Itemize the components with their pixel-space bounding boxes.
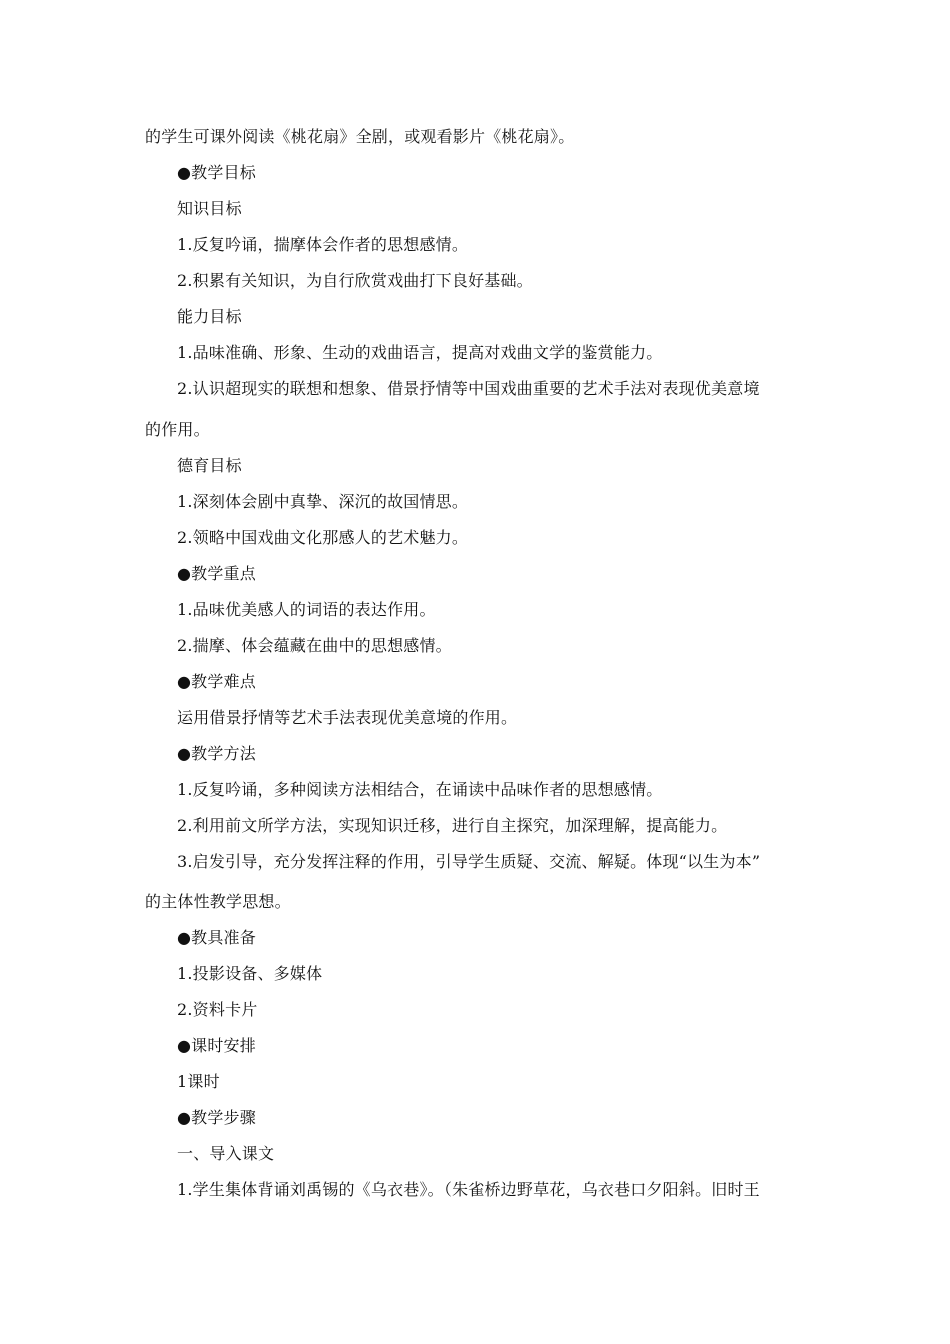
text-line: 1.投影设备、多媒体	[177, 964, 323, 983]
section-heading: ●教学步骤	[177, 1108, 256, 1127]
text-line: 2.揣摩、体会蕴藏在曲中的思想感情。	[177, 636, 452, 655]
text-line: 运用借景抒情等艺术手法表现优美意境的作用。	[177, 708, 518, 727]
text-line: 1.品味优美感人的词语的表达作用。	[177, 600, 436, 619]
text-line: 1.学生集体背诵刘禹锡的《乌衣巷》。（朱雀桥边野草花，乌衣巷口夕阳斜。旧时王	[177, 1180, 760, 1199]
section-heading: ●教学重点	[177, 564, 256, 583]
section-heading: ●教学难点	[177, 672, 256, 691]
section-heading: ●教具准备	[177, 928, 256, 947]
subsection-heading: 知识目标	[177, 199, 242, 218]
text-line: 的作用。	[145, 420, 210, 439]
section-heading: ●教学方法	[177, 744, 256, 763]
section-heading: ●课时安排	[177, 1036, 256, 1055]
text-line: 1.品味准确、形象、生动的戏曲语言，提高对戏曲文学的鉴赏能力。	[177, 343, 663, 362]
text-line: 2.积累有关知识，为自行欣赏戏曲打下良好基础。	[177, 271, 533, 290]
text-line: 2.资料卡片	[177, 1000, 258, 1019]
subsection-heading: 德育目标	[177, 456, 242, 475]
text-line: 1.深刻体会剧中真挚、深沉的故国情思。	[177, 492, 469, 511]
text-line: 2.利用前文所学方法，实现知识迁移，进行自主探究，加深理解，提高能力。	[177, 816, 728, 835]
text-line: 的主体性教学思想。	[145, 892, 291, 911]
text-line: 2.领略中国戏曲文化那感人的艺术魅力。	[177, 528, 469, 547]
subsection-heading: 能力目标	[177, 307, 242, 326]
text-line: 1.反复吟诵，多种阅读方法相结合，在诵读中品味作者的思想感情。	[177, 780, 663, 799]
text-line: 1课时	[177, 1072, 220, 1091]
text-line: 的学生可课外阅读《桃花扇》全剧，或观看影片《桃花扇》。	[145, 127, 575, 146]
text-line: 3.启发引导，充分发挥注释的作用，引导学生质疑、交流、解疑。体现“以生为本”	[177, 852, 761, 871]
text-line: 2.认识超现实的联想和想象、借景抒情等中国戏曲重要的艺术手法对表现优美意境	[177, 379, 760, 398]
section-heading: ●教学目标	[177, 163, 256, 182]
text-line: 1.反复吟诵，揣摩体会作者的思想感情。	[177, 235, 469, 254]
subsection-heading: 一、导入课文	[177, 1144, 275, 1163]
